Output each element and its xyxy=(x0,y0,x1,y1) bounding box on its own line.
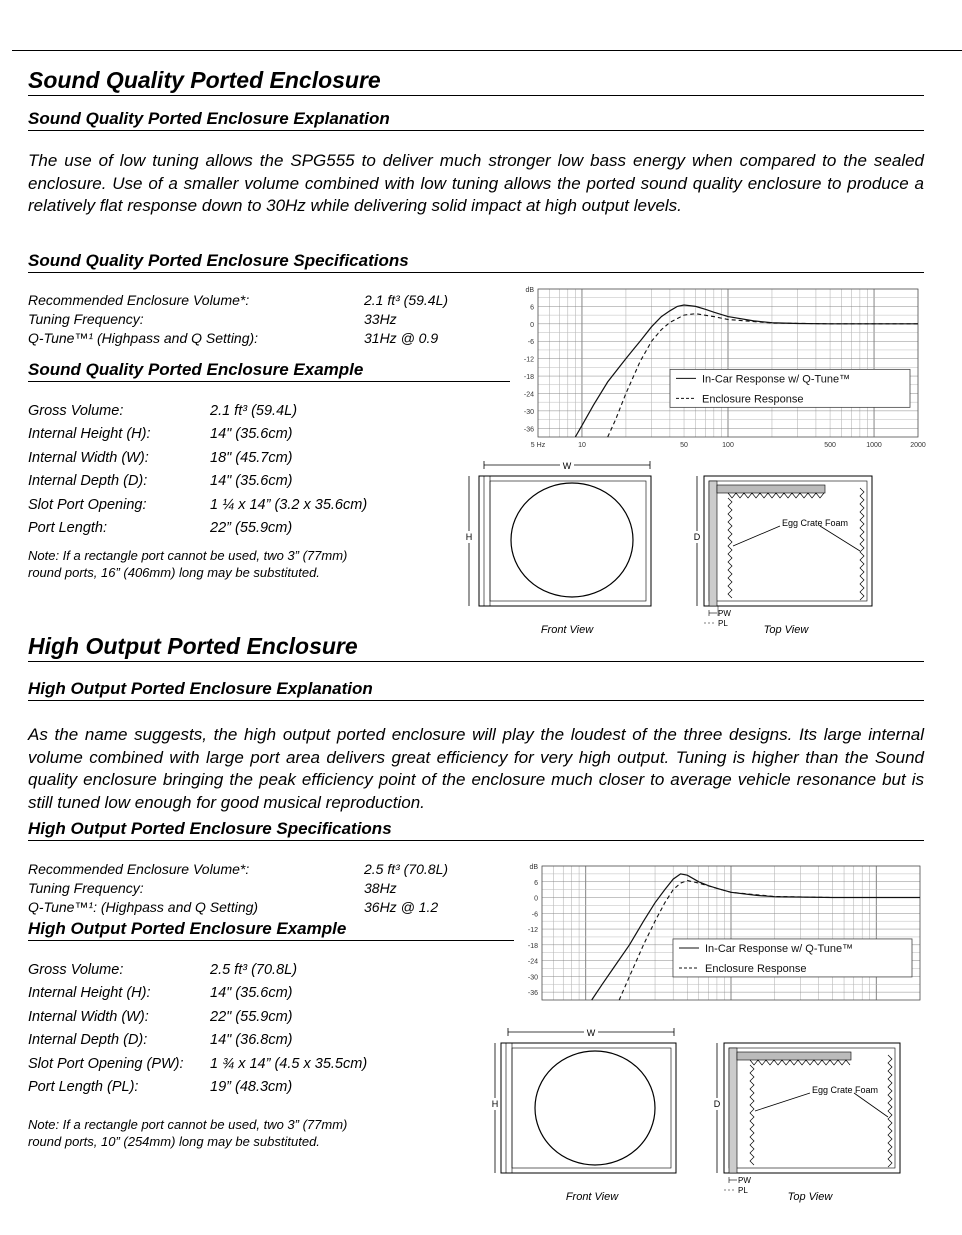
top-view-label: Top View xyxy=(763,624,809,636)
spec-value: 38Hz xyxy=(364,880,397,896)
sq-title: Sound Quality Ported Enclosure xyxy=(28,66,924,96)
y-tick-label: -12 xyxy=(523,356,534,364)
top-view-drawing xyxy=(692,476,872,636)
pl-label: PL xyxy=(718,619,728,628)
y-tick-label: -6 xyxy=(527,339,534,347)
pw-label: PW xyxy=(738,1176,751,1185)
spec-label: Recommended Enclosure Volume*: xyxy=(28,861,250,877)
depth-label: D xyxy=(693,532,701,542)
y-tick-label: 6 xyxy=(534,879,538,887)
example-value: 22” (55.9cm) xyxy=(210,519,293,536)
note-line: round ports, 10” (254mm) long may be substituted. xyxy=(28,1134,320,1149)
y-tick-label: -36 xyxy=(523,426,534,434)
height-label: H xyxy=(491,1099,499,1109)
sq-response-chart xyxy=(510,285,924,455)
ho-response-chart xyxy=(514,862,926,1018)
example-value: 14" (35.6cm) xyxy=(210,985,293,1002)
spec-value: 36Hz @ 1.2 xyxy=(364,899,439,915)
pl-label: PL xyxy=(738,1186,748,1195)
note-line: Note: If a rectangle port cannot be used, two 3” (77mm) xyxy=(28,1117,348,1132)
ho-explanation: As the name suggests, the high output ported enclosure will play the loudest of the three designs. Its large internal volume combined with large port area delivers great efficiency for very high output. Tuning is higher than the Sound quality enclosure bringing the peak efficiency point of the enclosure much closer to average vehicle resonance but is still tuned low enough for good musical reproduction. xyxy=(28,725,924,812)
example-value: 19” (48.3cm) xyxy=(210,1078,293,1095)
x-tick-label: 2000 xyxy=(910,442,926,449)
example-value: 2.1 ft³ (59.4L) xyxy=(210,403,298,419)
y-axis-label: dB xyxy=(525,287,534,294)
width-label: W xyxy=(562,461,572,471)
top-rule xyxy=(12,50,962,51)
example-label: Port Length (PL): xyxy=(28,1078,139,1095)
height-label: H xyxy=(465,532,473,542)
legend-entry: Enclosure Response xyxy=(705,962,807,975)
spec-value: 33Hz xyxy=(364,311,397,327)
y-tick-label: -12 xyxy=(527,927,538,935)
example-label: Gross Volume: xyxy=(28,962,124,978)
y-tick-label: 0 xyxy=(530,321,534,329)
example-value: 1 ¼ x 14” (3.2 x 35.6cm) xyxy=(210,496,368,513)
x-tick-label: 1000 xyxy=(866,442,882,449)
spec-label: Tuning Frequency: xyxy=(28,880,144,896)
spec-label: Recommended Enclosure Volume*: xyxy=(28,292,250,308)
sq-explanation: The use of low tuning allows the SPG555 to deliver much stronger low bass energy when compared to the sealed enclosure. Use of a smaller volume combined with low tuning allows the ported sound quality enclosure to produce a relatively flat response down to 30Hz while delivering solid impact at high output levels. xyxy=(28,151,924,215)
pw-label: PW xyxy=(718,609,731,618)
sq-example-heading: Sound Quality Ported Enclosure Example xyxy=(28,360,510,382)
example-value: 14" (35.6cm) xyxy=(210,426,293,443)
example-value: 22" (55.9cm) xyxy=(210,1008,293,1025)
example-value: 14" (36.8cm) xyxy=(210,1032,293,1049)
width-label: W xyxy=(586,1028,596,1038)
example-label: Internal Depth (D): xyxy=(28,1032,148,1049)
example-value: 2.5 ft³ (70.8L) xyxy=(210,962,298,978)
x-tick-label: 5 Hz xyxy=(530,442,546,449)
y-tick-label: 6 xyxy=(530,304,534,312)
note-line: Note: If a rectangle port cannot be used, two 3” (77mm) xyxy=(28,548,348,563)
x-tick-label: 100 xyxy=(722,442,734,449)
ho-note xyxy=(28,1116,428,1150)
example-label: Internal Width (W): xyxy=(28,449,149,466)
front-view-label: Front View xyxy=(565,1191,619,1203)
x-tick-label: 10 xyxy=(578,442,586,449)
spec-value: 2.1 ft³ (59.4L) xyxy=(364,292,449,308)
example-value: 1 ¾ x 14” (4.5 x 35.5cm) xyxy=(210,1055,368,1072)
y-tick-label: -24 xyxy=(527,958,538,966)
example-label: Internal Height (H): xyxy=(28,985,151,1002)
y-tick-label: -18 xyxy=(523,374,534,382)
y-tick-label: 0 xyxy=(534,895,538,903)
ho-title: High Output Ported Enclosure xyxy=(28,632,924,662)
spec-label: Q-Tune™¹: (Highpass and Q Setting) xyxy=(28,899,259,915)
sq-specs-heading: Sound Quality Ported Enclosure Specifications xyxy=(28,251,924,273)
example-label: Slot Port Opening (PW): xyxy=(28,1055,184,1072)
legend-entry: Enclosure Response xyxy=(702,393,804,406)
example-label: Internal Height (H): xyxy=(28,426,151,443)
ho-explanation-heading: High Output Ported Enclosure Explanation xyxy=(28,679,924,701)
example-label: Internal Width (W): xyxy=(28,1008,149,1025)
example-value: 14" (35.6cm) xyxy=(210,473,293,490)
example-label: Slot Port Opening: xyxy=(28,496,147,513)
example-label: Gross Volume: xyxy=(28,403,124,419)
sq-note xyxy=(28,547,428,581)
example-label: Port Length: xyxy=(28,519,107,536)
note-line: round ports, 16” (406mm) long may be substituted. xyxy=(28,565,320,580)
ho-specs-heading: High Output Ported Enclosure Specifications xyxy=(28,819,924,841)
front-view-drawing xyxy=(464,459,651,636)
legend-entry: In-Car Response w/ Q-Tune™ xyxy=(702,373,851,386)
egg-crate-foam-label: Egg Crate Foam xyxy=(782,518,849,528)
spec-value: 31Hz @ 0.9 xyxy=(364,330,439,346)
y-axis-label: dB xyxy=(529,864,538,871)
y-tick-label: -36 xyxy=(527,990,538,998)
sq-explanation-heading: Sound Quality Ported Enclosure Explanation xyxy=(28,109,924,131)
ho-enclosure-diagram xyxy=(484,1025,904,1205)
spec-label: Tuning Frequency: xyxy=(28,311,144,327)
top-view-label: Top View xyxy=(787,1191,833,1203)
sq-enclosure-diagram xyxy=(460,458,880,638)
y-tick-label: -30 xyxy=(527,974,538,982)
top-view-drawing xyxy=(712,1043,900,1203)
spec-value: 2.5 ft³ (70.8L) xyxy=(364,861,449,877)
front-view-drawing xyxy=(490,1026,676,1203)
egg-crate-foam-label: Egg Crate Foam xyxy=(812,1085,879,1095)
x-tick-label: 500 xyxy=(824,442,836,449)
ho-example-heading: High Output Ported Enclosure Example xyxy=(28,919,514,941)
y-tick-label: -6 xyxy=(531,911,538,919)
y-tick-label: -30 xyxy=(523,408,534,416)
y-tick-label: -18 xyxy=(527,942,538,950)
spec-label: Q-Tune™¹ (Highpass and Q Setting): xyxy=(28,330,259,346)
example-value: 18" (45.7cm) xyxy=(210,449,293,466)
y-tick-label: -24 xyxy=(523,391,534,399)
example-label: Internal Depth (D): xyxy=(28,473,148,490)
depth-label: D xyxy=(713,1099,721,1109)
front-view-label: Front View xyxy=(540,624,594,636)
legend-entry: In-Car Response w/ Q-Tune™ xyxy=(705,942,854,955)
x-tick-label: 50 xyxy=(680,442,688,449)
